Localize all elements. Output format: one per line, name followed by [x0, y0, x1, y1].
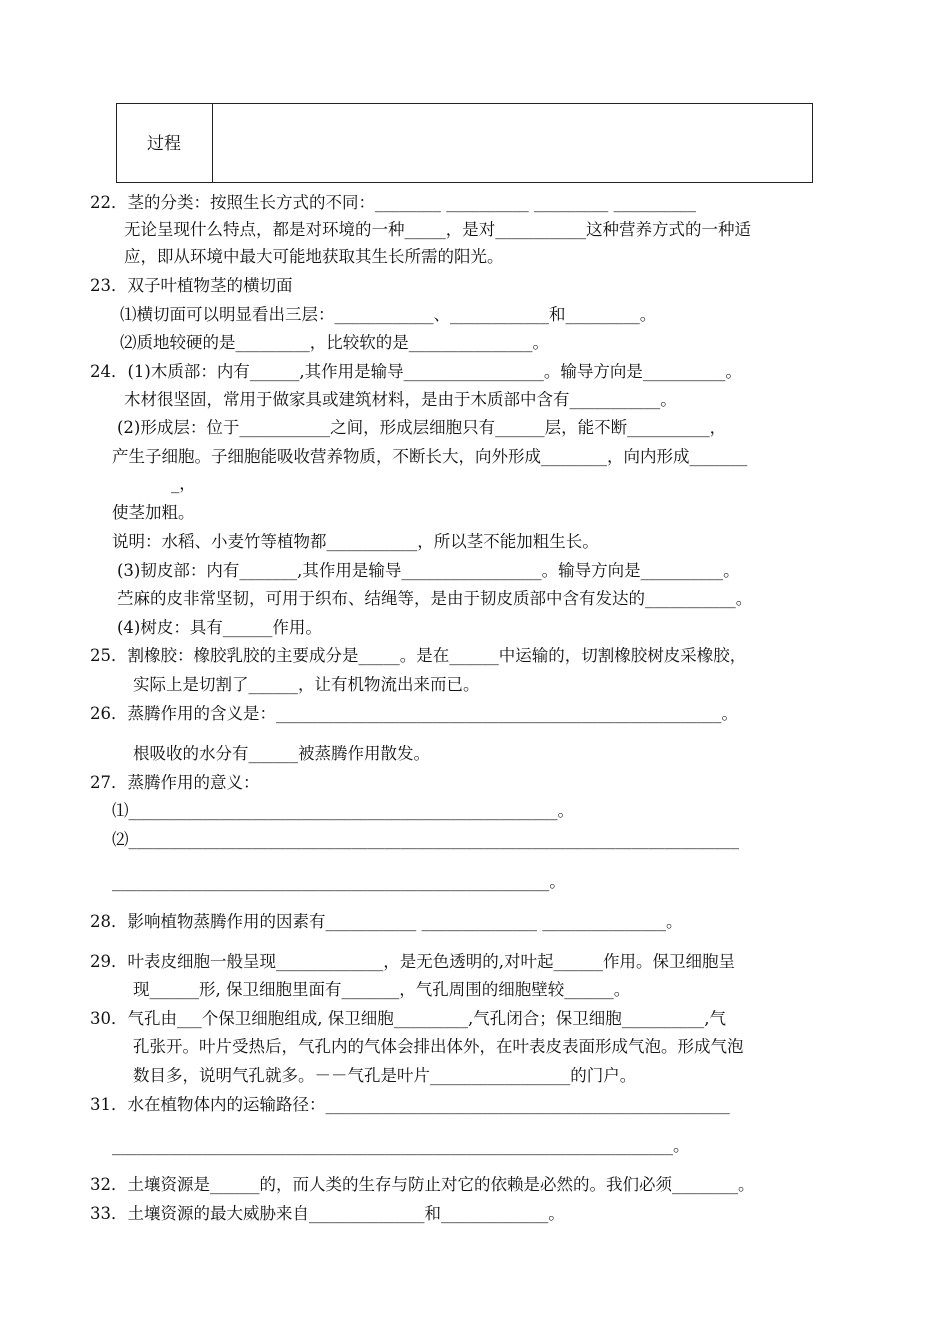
q22-line3: 应，即从环境中最大可能地获取其生长所需的阳光。 — [124, 247, 504, 266]
q24-line9: (4)树皮：具有______作用。 — [117, 618, 322, 637]
q24-line6: 使茎加粗。 — [112, 503, 195, 522]
q27-item1: ⑴____________________________________________________。 — [112, 801, 574, 820]
q24-line2: 木材很坚固，常用于做家具或建筑材料，是由于木质部中含有___________。 — [124, 390, 677, 409]
q25-line2: 实际上是切割了______，让有机物流出来而已。 — [133, 675, 480, 694]
q27-title: 27．蒸腾作用的意义： — [90, 773, 260, 792]
q24-line1: 24．(1)木质部：内有______,其作用是输导_________________。输导方向是__________。 — [90, 362, 742, 381]
q26-line1: 26．蒸腾作用的含义是：______________________________________________________。 — [90, 704, 738, 723]
table-divider — [212, 104, 213, 182]
q33: 33．土壤资源的最大威胁来自______________和_____________。 — [90, 1204, 565, 1223]
q31-line2: ____________________________________________________________________。 — [112, 1136, 690, 1155]
q24-line5: _， — [171, 474, 196, 493]
q24-line4: 产生子细胞。子细胞能吸收营养物质，不断长大，向外形成________，向内形成_______ — [112, 447, 748, 466]
q28: 28．影响植物蒸腾作用的因素有___________ ______________ _______________。 — [90, 912, 683, 931]
q24-note: 说明：水稻、小麦竹等植物都___________，所以茎不能加粗生长。 — [112, 532, 599, 551]
q30-line1: 30．气孔由___个保卫细胞组成, 保卫细胞_________,气孔闭合；保卫细胞__________,气 — [90, 1009, 726, 1028]
q29-line1: 29．叶表皮细胞一般呈现_____________，是无色透明的,对叶起______作用。保卫细胞呈 — [90, 952, 735, 971]
q23-item2: ⑵质地较硬的是_________，比较软的是_______________。 — [120, 333, 549, 352]
q25-line1: 25．割橡胶：橡胶乳胶的主要成分是_____。是在______中运输的，切割橡胶树皮采橡胶， — [90, 646, 747, 665]
q32: 32．土壤资源是______的，而人类的生存与防止对它的依赖是必然的。我们必须________。 — [90, 1175, 755, 1194]
table-label-process: 过程 — [147, 134, 181, 154]
q24-line3: (2)形成层：位于___________之间，形成层细胞只有______层，能不断__________， — [117, 418, 727, 437]
q24-line7: (3)韧皮部：内有_______,其作用是输导_________________。输导方向是__________。 — [117, 561, 740, 580]
q23-title: 23．双子叶植物茎的横切面 — [90, 276, 293, 295]
q26-line2: 根吸收的水分有______被蒸腾作用散发。 — [133, 744, 430, 763]
q29-line2: 现______形, 保卫细胞里面有_______，气孔周围的细胞壁较______。 — [133, 980, 631, 999]
q30-line3: 数目多，说明气孔就多。－－气孔是叶片_________________的门户。 — [133, 1066, 637, 1085]
process-table — [116, 103, 813, 183]
q27-item2-cont: _____________________________________________________。 — [112, 872, 566, 891]
q24-line8: 苎麻的皮非常坚韧，可用于织布、结绳等，是由于韧皮质部中含有发达的___________。 — [117, 589, 753, 608]
q30-line2: 孔张开。叶片受热后，气孔内的气体会排出体外，在叶表皮表面形成气泡。形成气泡 — [133, 1037, 744, 1056]
q22-line1: 22．茎的分类：按照生长方式的不同：________ __________ _________ __________ — [90, 193, 696, 212]
q31-line1: 31．水在植物体内的运输路径：_________________________________________________ — [90, 1095, 730, 1114]
q27-item2: ⑵__________________________________________________________________________ — [112, 830, 739, 849]
q22-line2: 无论呈现什么特点，都是对环境的一种_____，是对___________这种营养方式的一种适 — [124, 220, 751, 239]
q23-item1: ⑴横切面可以明显看出三层：____________、____________和_________。 — [120, 305, 657, 324]
